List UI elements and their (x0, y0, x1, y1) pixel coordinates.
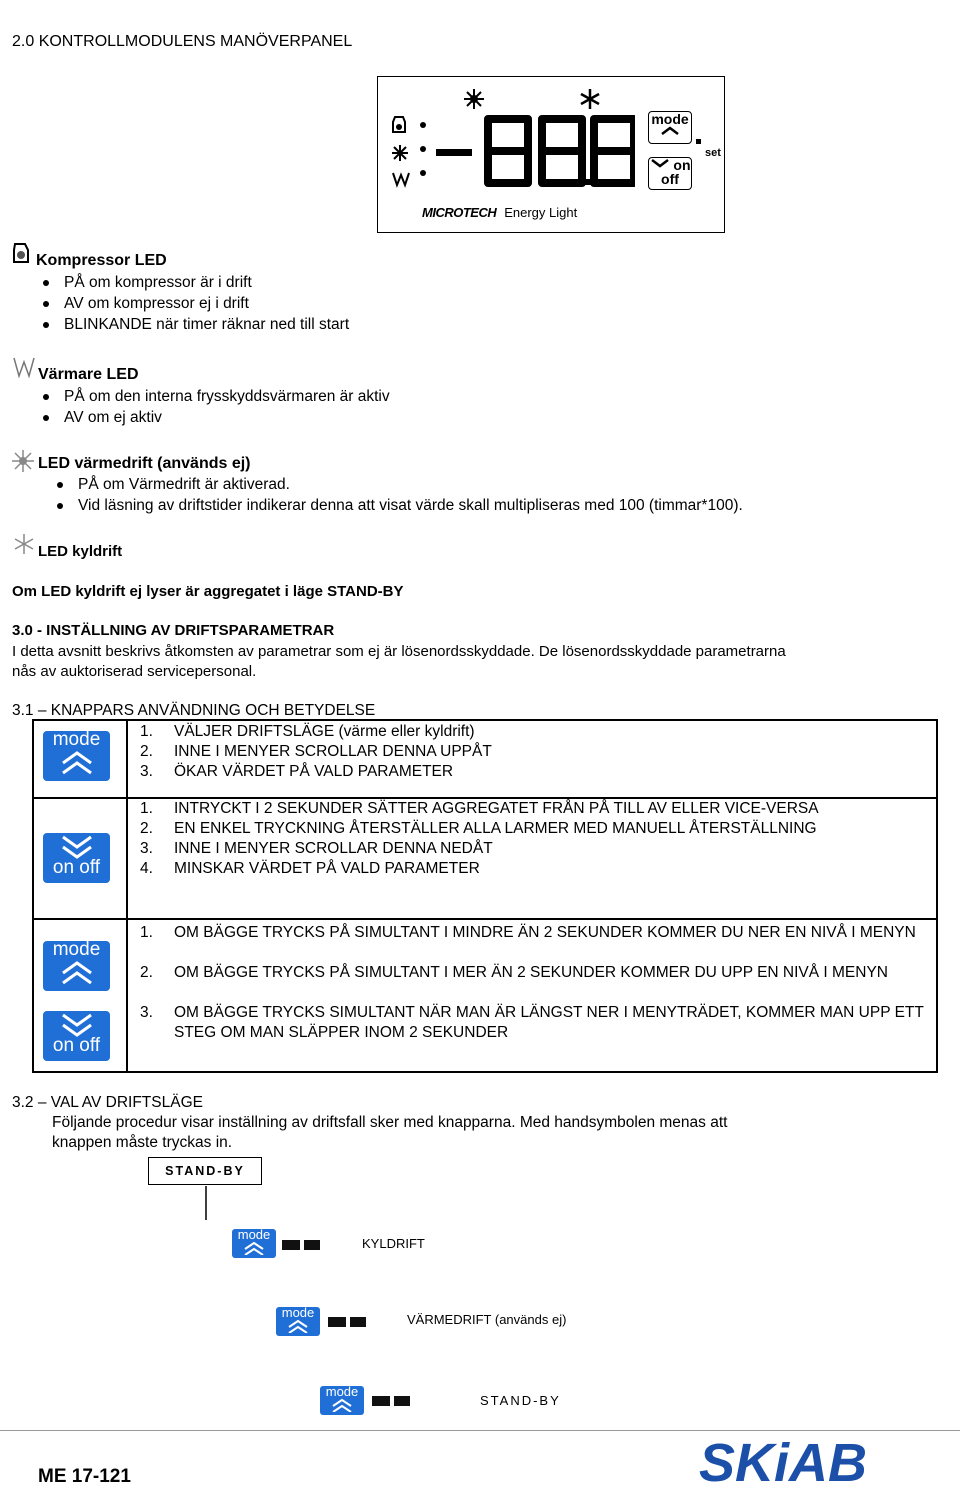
list-item: 2. OM BÄGGE TRYCKS PÅ SIMULTANT I MER ÄN 2 SEKUNDER KOMMER DU UPP EN NIVÅ I MENYN (140, 964, 888, 981)
panel-brand (422, 205, 577, 220)
list-item: PÅ om Värmedrift är aktiverad. (54, 474, 743, 495)
section-heading-2: 2.0 KONTROLLMODULENS MANÖVERPANEL (12, 33, 353, 50)
step-varmedrift: VÄRMEDRIFT (används ej) (407, 1312, 567, 1327)
section-3-text-2: nås av auktoriserad servicepersonal. (12, 663, 257, 680)
hand-icon (372, 1392, 412, 1408)
list-item: BLINKANDE när timer räknar ned till start (40, 314, 349, 335)
mode-button[interactable]: mode (43, 731, 110, 781)
list-item: Vid läsning av driftstider indikerar denna att visat värde skall multipliseras med 100 (timmar*100). (54, 495, 743, 516)
heating-list (54, 474, 743, 516)
heater-icon (12, 352, 36, 380)
cooling-title: LED kyldrift (38, 543, 123, 560)
compressor-title: Kompressor LED (36, 252, 167, 269)
standby-state-box: STAND-BY (148, 1157, 262, 1185)
onoff-list (140, 799, 819, 879)
compressor-icon (12, 240, 34, 266)
both-list (140, 923, 930, 1043)
list-item: 1. OM BÄGGE TRYCKS PÅ SIMULTANT I MINDRE ÄN 2 SEKUNDER KOMMER DU NER EN NIVÅ I MENYN (140, 924, 916, 941)
chevron-down-icon (650, 158, 670, 170)
chevron-up-icon (331, 1398, 353, 1412)
section-32-text-1: Följande procedur visar inställning av driftsfall sker med knapparna. Med handsymbolen menas att (52, 1114, 728, 1131)
section-31-title: 3.1 – KNAPPARS ANVÄNDNING OCH BETYDELSE (12, 702, 376, 719)
snowflake-icon (14, 534, 34, 554)
brand-name: MICROTECH (422, 205, 497, 220)
sun-icon (12, 450, 34, 472)
set-dot (696, 139, 701, 144)
document-id: ME 17-121 (38, 1466, 131, 1487)
svg-text:SKiAB: SKiAB (699, 1433, 868, 1491)
list-item: 2. EN ENKEL TRYCKNING ÅTERSTÄLLER ALLA LARMER MED MANUELL ÅTERSTÄLLNING (140, 820, 817, 837)
panel-mode-button[interactable]: mode (648, 111, 692, 144)
onoff-button[interactable]: on off (43, 1011, 110, 1061)
cooling-note: Om LED kyldrift ej lyser är aggregatet i läge STAND-BY (12, 583, 404, 600)
footer-divider (0, 1430, 960, 1431)
chevron-down-icon (59, 833, 95, 859)
snowflake-icon (580, 89, 600, 109)
set-label: set (705, 147, 721, 159)
control-panel (377, 76, 725, 233)
onoff-button[interactable]: on off (43, 833, 110, 883)
mode-button[interactable]: mode (232, 1229, 276, 1258)
list-item: 1. VÄLJER DRIFTSLÄGE (värme eller kyldrift) (140, 723, 475, 740)
list-item: 2. INNE I MENYER SCROLLAR DENNA UPPÅT (140, 743, 492, 760)
chevron-up-icon (243, 1241, 265, 1255)
button-table (32, 719, 938, 1073)
list-item: 1. INTRYCKT I 2 SEKUNDER SÄTTER AGGREGATET FRÅN PÅ TILL AV ELLER VICE-VERSA (140, 800, 819, 817)
chevron-down-icon (59, 1011, 95, 1037)
chevron-up-icon (59, 749, 95, 775)
step-kyldrift: KYLDRIFT (362, 1236, 425, 1251)
list-item: 3. OM BÄGGE TRYCKS SIMULTANT NÄR MAN ÄR LÄNGST NER I MENYTRÄDET, KOMMER MAN UPP ETT STEG OM MAN SLÄPPER INOM 2 SEKUNDER (140, 1004, 924, 1041)
list-item: AV om kompressor ej i drift (40, 293, 349, 314)
section-32-text-2: knappen måste tryckas in. (52, 1134, 233, 1151)
list-item: 4. MINSKAR VÄRDET PÅ VALD PARAMETER (140, 860, 480, 877)
sun-icon (464, 89, 484, 109)
heater-title: Värmare LED (38, 366, 139, 383)
list-item: 3. INNE I MENYER SCROLLAR DENNA NEDÅT (140, 840, 493, 857)
panel-onoff-button[interactable]: on off (648, 157, 692, 190)
panel-led-icons (390, 115, 412, 195)
hand-icon (282, 1236, 322, 1252)
mode-button[interactable]: mode (43, 941, 110, 991)
mode-button[interactable]: mode (320, 1386, 364, 1415)
hand-icon (328, 1313, 368, 1329)
section-32-title: 3.2 – VAL AV DRIFTSLÄGE (12, 1094, 203, 1111)
chevron-up-icon (660, 126, 680, 138)
compressor-list (40, 272, 349, 335)
list-item: AV om ej aktiv (40, 407, 390, 428)
section-3-title: 3.0 - INSTÄLLNING AV DRIFTSPARAMETRAR (12, 622, 335, 639)
heating-title: LED värmedrift (används ej) (38, 455, 251, 472)
mode-list (140, 722, 492, 782)
list-item: PÅ om den interna frysskyddsvärmaren är aktiv (40, 386, 390, 407)
list-item: PÅ om kompressor är i drift (40, 272, 349, 293)
chevron-up-icon (287, 1319, 309, 1333)
skiab-logo (695, 1433, 935, 1491)
section-3-text-1: I detta avsnitt beskrivs åtkomsten av parametrar som ej är lösenordsskyddade. De lösenordsskyddade parametrarna (12, 643, 786, 660)
chevron-up-icon (59, 959, 95, 985)
arrow-down-icon (204, 1186, 208, 1220)
step-standby: STAND-BY (480, 1393, 561, 1408)
heater-list (40, 386, 390, 428)
mode-button[interactable]: mode (276, 1307, 320, 1336)
product-name: Energy Light (504, 205, 578, 220)
list-item: 3. ÖKAR VÄRDET PÅ VALD PARAMETER (140, 763, 454, 780)
seven-segment-display (420, 113, 635, 193)
